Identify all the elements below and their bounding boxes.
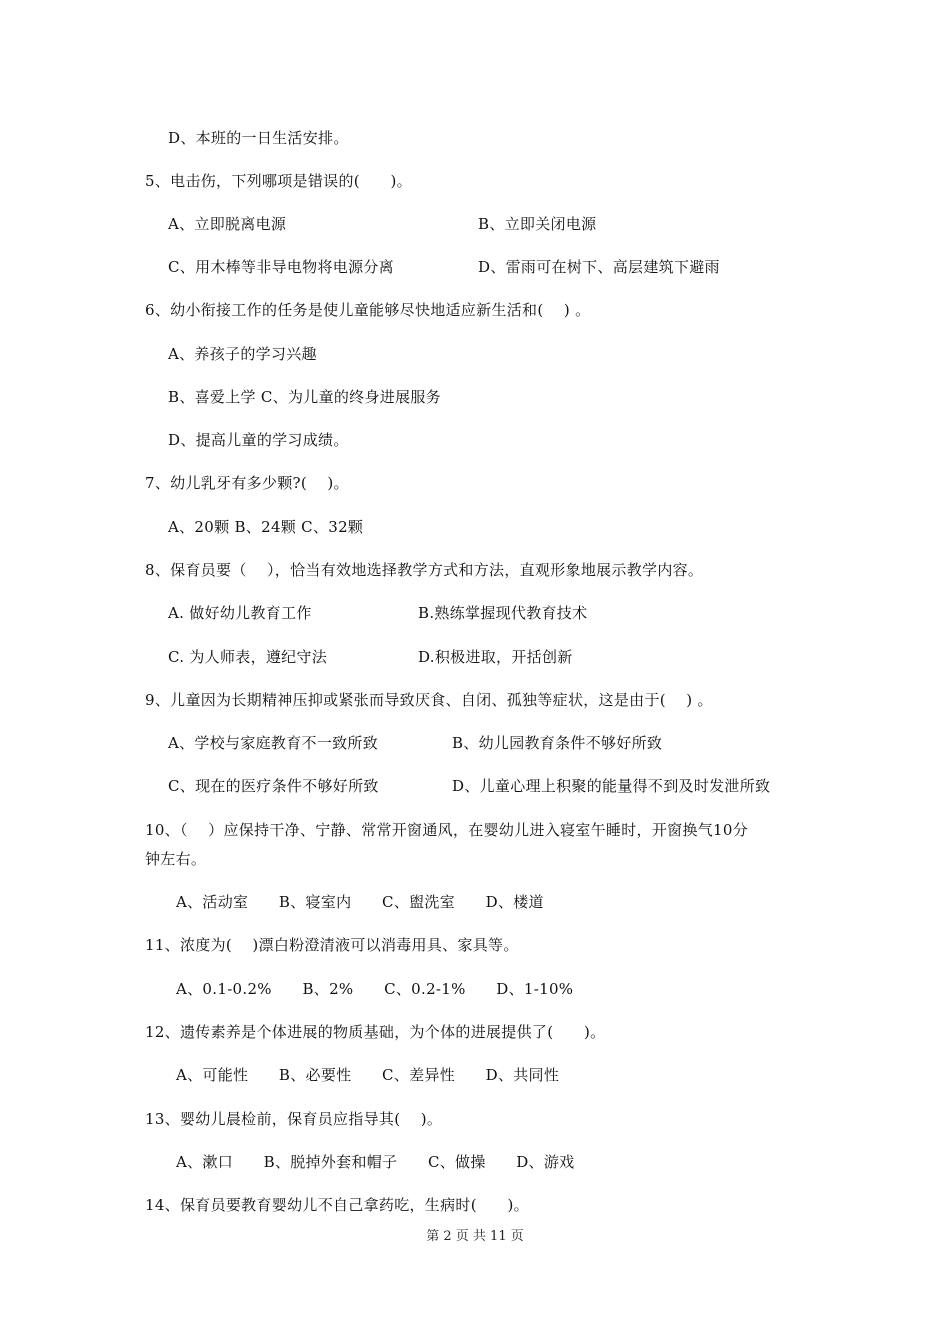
q4-option-d: D、本班的一日生活安排。 (168, 129, 349, 147)
q8-option-a: A. 做好幼儿教育工作 (168, 604, 312, 622)
question-12: 12、遗传素养是个体进展的物质基础，为个体的进展提供了( )。 (145, 1023, 606, 1041)
q5-option-c: C、用木棒等非导电物将电源分离 (168, 258, 394, 276)
question-14: 14、保育员要教育婴幼儿不自己拿药吃，生病时( )。 (145, 1196, 529, 1214)
q13-options: A、漱口 B、脱掉外套和帽子 C、做操 D、游戏 (176, 1153, 575, 1171)
q5-option-d: D、雷雨可在树下、高层建筑下避雨 (478, 258, 720, 276)
q8-option-b: B.熟练掌握现代教育技术 (418, 604, 588, 622)
question-7: 7、幼儿乳牙有多少颗?( )。 (145, 474, 349, 492)
q7-options: A、20颗 B、24颗 C、32颗 (168, 518, 364, 536)
question-10-line-1: 10、（ ）应保持干净、宁静、常常开窗通风，在婴幼儿进入寝室午睡时，开窗换气10分 (145, 821, 749, 839)
q6-option-d: D、提高儿童的学习成绩。 (168, 431, 349, 449)
page-footer: 第 2 页 共 11 页 (426, 1229, 524, 1244)
question-8: 8、保育员要（ ），恰当有效地选择教学方式和方法，直观形象地展示教学内容。 (145, 561, 704, 579)
q11-options: A、0.1-0.2% B、2% C、0.2-1% D、1-10% (176, 980, 574, 998)
question-10-line-2: 钟左右。 (145, 850, 207, 868)
q9-option-a: A、学校与家庭教育不一致所致 (168, 734, 379, 752)
q9-option-d: D、儿童心理上积聚的能量得不到及时发泄所致 (452, 777, 771, 795)
q8-option-c: C. 为人师表，遵纪守法 (168, 648, 328, 666)
q8-option-d: D.积极进取，开括创新 (418, 648, 573, 666)
q9-option-c: C、现在的医疗条件不够好所致 (168, 777, 379, 795)
question-5: 5、电击伤，下列哪项是错误的( )。 (145, 172, 412, 190)
question-9: 9、儿童因为长期精神压抑或紧张而导致厌食、自闭、孤独等症状，这是由于( ) 。 (145, 691, 713, 709)
q6-option-bc: B、喜爱上学 C、为儿童的终身进展服务 (168, 388, 441, 406)
q12-options: A、可能性 B、必要性 C、差异性 D、共同性 (176, 1066, 560, 1084)
question-11: 11、浓度为( )漂白粉澄清液可以消毒用具、家具等。 (145, 936, 519, 954)
q5-option-a: A、立即脱离电源 (168, 215, 287, 233)
q5-option-b: B、立即关闭电源 (478, 215, 597, 233)
question-6: 6、幼小衔接工作的任务是使儿童能够尽快地适应新生活和( ) 。 (145, 301, 591, 319)
q9-option-b: B、幼儿园教育条件不够好所致 (452, 734, 663, 752)
q6-option-a: A、养孩子的学习兴趣 (168, 345, 317, 363)
question-13: 13、婴幼儿晨检前，保育员应指导其( )。 (145, 1110, 443, 1128)
q10-options: A、活动室 B、寝室内 C、盥洗室 D、楼道 (176, 893, 544, 911)
